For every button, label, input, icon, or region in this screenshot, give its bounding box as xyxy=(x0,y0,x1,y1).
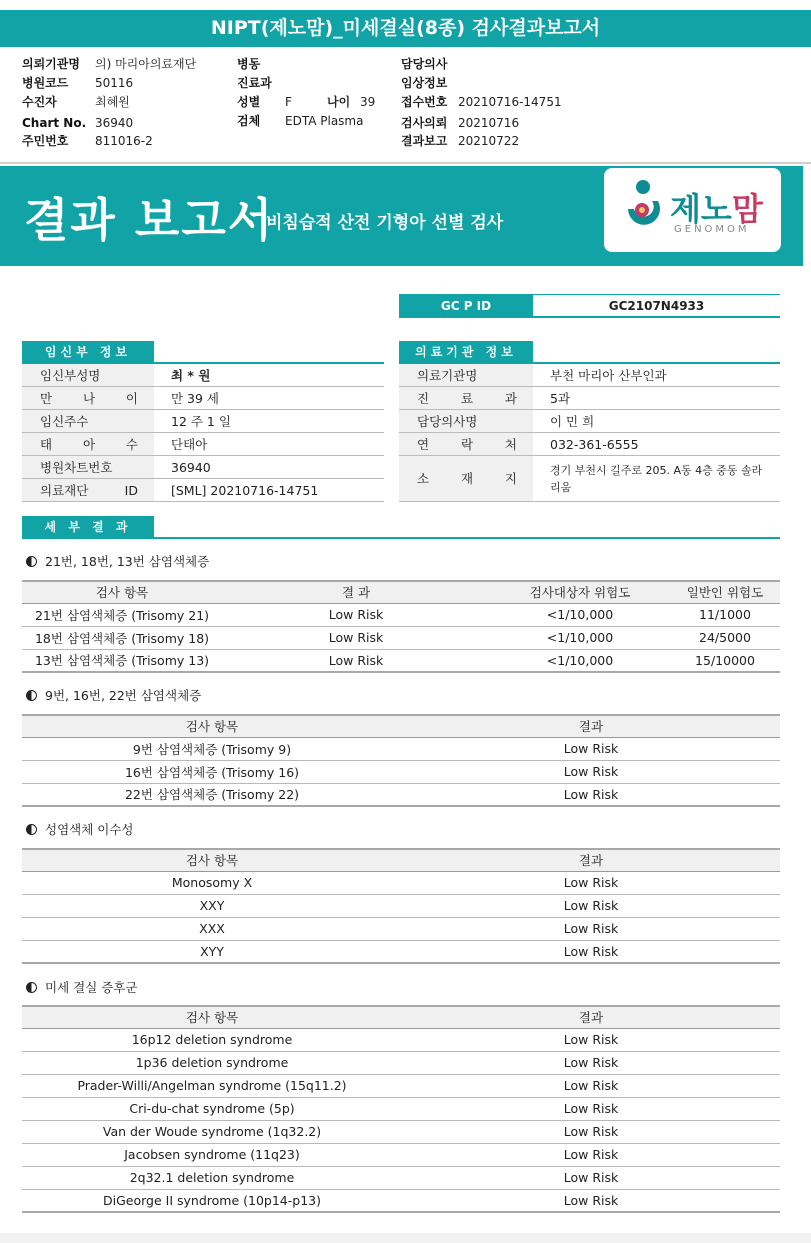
ward-row xyxy=(237,55,260,74)
org-label: 의뢰기관명 xyxy=(22,57,80,71)
clinical-label: 임상정보 xyxy=(401,76,448,90)
pregnant-row-label: 병원차트번호 xyxy=(22,456,154,478)
test-item: 9번 삼염색체증 (Trisomy 9) xyxy=(22,737,402,760)
test-item: 22번 삼염색체증 (Trisomy 22) xyxy=(22,783,402,806)
pregnant-row-value: 만 39 세 xyxy=(171,391,220,406)
result: Low Risk xyxy=(222,626,490,649)
half-circle-icon xyxy=(26,982,37,993)
mother-baby-icon xyxy=(622,179,664,231)
chart-value: 36940 xyxy=(95,116,134,130)
pregnant-row-value: 단태아 xyxy=(171,437,208,452)
logo-text-part2: 맘 xyxy=(731,190,763,228)
result: Low Risk xyxy=(402,737,780,760)
institution-row xyxy=(399,410,780,433)
section3-title-text: 성염색체 이수성 xyxy=(45,822,134,837)
age-value: 39 xyxy=(360,95,376,109)
institution-row xyxy=(399,456,780,502)
column-header: 검사 항목 xyxy=(22,1006,402,1028)
column-header: 검사대상자 위험도 xyxy=(490,581,670,603)
institution-row-value: 부천 마리아 산부인과 xyxy=(550,368,667,383)
half-circle-icon xyxy=(26,824,37,835)
logo-subtext: GENOMOM xyxy=(674,224,750,235)
id-label: 주민번호 xyxy=(22,134,69,148)
table-row xyxy=(22,894,780,917)
recipient-label: 수진자 xyxy=(22,95,57,109)
banner-subtitle: 비침습적 산전 기형아 선별 검사 xyxy=(266,213,504,233)
footer-strip xyxy=(0,1233,811,1243)
age-label: 나이 xyxy=(327,95,351,109)
table-row xyxy=(22,1028,780,1051)
column-header: 결과 xyxy=(402,849,780,871)
gcp-id-value: GC2107N4933 xyxy=(533,294,780,316)
table-header-row xyxy=(22,1006,780,1028)
table-row xyxy=(22,917,780,940)
table-row xyxy=(22,1143,780,1166)
chart-label: Chart No. xyxy=(22,116,87,130)
institution-row-label: 진 료 과 xyxy=(399,387,533,409)
test-item: 18번 삼염색체증 (Trisomy 18) xyxy=(22,626,222,649)
pregnant-row-value: 최 * 원 xyxy=(171,368,211,383)
pregnant-row xyxy=(22,479,384,502)
section4-title-text: 미세 결실 증후군 xyxy=(45,980,138,995)
section1-title xyxy=(26,552,209,570)
pregnant-row xyxy=(22,433,384,456)
institution-row xyxy=(399,433,780,456)
result: Low Risk xyxy=(222,603,490,626)
dept-label: 진료과 xyxy=(237,76,272,90)
request-row xyxy=(401,114,520,133)
institution-row-label: 의료기관명 xyxy=(399,364,533,386)
table-row xyxy=(22,1051,780,1074)
pregnant-row-label: 만 나 이 xyxy=(22,387,154,409)
institution-row-value: 5과 xyxy=(550,391,571,406)
report-date-row xyxy=(401,132,520,151)
recipient-value: 최혜원 xyxy=(95,95,130,109)
general-risk: 15/10000 xyxy=(670,649,780,672)
specimen-value: EDTA Plasma xyxy=(285,114,364,128)
result: Low Risk xyxy=(222,649,490,672)
genomom-logo xyxy=(604,168,781,252)
report-meta xyxy=(22,55,802,155)
test-item: 21번 삼염색체증 (Trisomy 21) xyxy=(22,603,222,626)
org-value: 의) 마리아의료재단 xyxy=(95,57,197,71)
institution-row-value: 경기 부천시 길주로 205. A동 4층 중동 솔라 리움 xyxy=(550,464,763,494)
pregnant-row-value: 36940 xyxy=(171,460,211,475)
pregnant-info-header: 임신부 정보 xyxy=(22,341,154,363)
column-header: 일반인 위험도 xyxy=(670,581,780,603)
table-row xyxy=(22,1120,780,1143)
org-row xyxy=(22,55,197,74)
section1-title-text: 21번, 18번, 13번 삼염색체증 xyxy=(45,554,210,569)
section3-title xyxy=(26,820,134,838)
dept-row xyxy=(237,74,272,93)
result: Low Risk xyxy=(402,917,780,940)
receipt-row xyxy=(401,93,562,112)
result: Low Risk xyxy=(402,940,780,963)
test-item: 1p36 deletion syndrome xyxy=(22,1051,402,1074)
result: Low Risk xyxy=(402,1074,780,1097)
pregnant-row xyxy=(22,364,384,387)
table-row xyxy=(22,783,780,806)
table-row xyxy=(22,871,780,894)
report-label: 결과보고 xyxy=(401,134,448,148)
result: Low Risk xyxy=(402,1097,780,1120)
test-item: 16번 삼염색체증 (Trisomy 16) xyxy=(22,760,402,783)
pregnant-row xyxy=(22,456,384,479)
result: Low Risk xyxy=(402,1143,780,1166)
pregnant-row-label: 임신주수 xyxy=(22,410,154,432)
doctor-label: 담당의사 xyxy=(401,57,448,71)
table-row xyxy=(22,1189,780,1212)
subject-risk: <1/10,000 xyxy=(490,649,670,672)
institution-row-label: 연 락 처 xyxy=(399,433,533,455)
pregnant-row-label: 임신부성명 xyxy=(22,364,154,386)
test-item: DiGeorge II syndrome (10p14-p13) xyxy=(22,1189,402,1212)
details-header-line xyxy=(22,537,780,539)
test-item: 16p12 deletion syndrome xyxy=(22,1028,402,1051)
pregnant-row-label: 태 아 수 xyxy=(22,433,154,455)
section3-table xyxy=(22,848,780,964)
table-row xyxy=(22,940,780,963)
section4-table xyxy=(22,1005,780,1213)
logo-text-part1: 제노 xyxy=(670,190,732,228)
result: Low Risk xyxy=(402,894,780,917)
column-header: 결과 xyxy=(402,1006,780,1028)
test-item: XXY xyxy=(22,894,402,917)
test-item: Jacobsen syndrome (11q23) xyxy=(22,1143,402,1166)
subject-risk: <1/10,000 xyxy=(490,626,670,649)
receipt-value: 20210716-14751 xyxy=(458,95,562,109)
hosp-code-row xyxy=(22,74,134,93)
result: Low Risk xyxy=(402,783,780,806)
id-row xyxy=(22,132,153,151)
report-value: 20210722 xyxy=(458,134,520,148)
pregnant-row-value: [SML] 20210716-14751 xyxy=(171,483,319,498)
result: Low Risk xyxy=(402,1028,780,1051)
table-row xyxy=(22,737,780,760)
pregnant-info-table xyxy=(22,364,384,502)
table-row xyxy=(22,1166,780,1189)
result: Low Risk xyxy=(402,1189,780,1212)
section2-title-text: 9번, 16번, 22번 삼염색체증 xyxy=(45,688,202,703)
pregnant-row-value: 12 주 1 일 xyxy=(171,414,231,429)
sex-age-row xyxy=(237,93,387,112)
half-circle-icon xyxy=(26,690,37,701)
institution-row xyxy=(399,387,780,410)
table-header-row xyxy=(22,849,780,871)
test-item: Monosomy X xyxy=(22,871,402,894)
test-item: 2q32.1 deletion syndrome xyxy=(22,1166,402,1189)
test-item: XYY xyxy=(22,940,402,963)
banner-title: 결과 보고서 xyxy=(24,193,275,247)
column-header: 검사 항목 xyxy=(22,581,222,603)
result: Low Risk xyxy=(402,1051,780,1074)
table-row xyxy=(22,649,780,672)
general-risk: 24/5000 xyxy=(670,626,780,649)
sex-value: F xyxy=(285,95,292,109)
gcp-id-label: GC P ID xyxy=(399,294,533,318)
pregnant-row xyxy=(22,387,384,410)
column-header: 검사 항목 xyxy=(22,715,402,737)
result: Low Risk xyxy=(402,760,780,783)
table-header-row xyxy=(22,581,780,603)
half-circle-icon xyxy=(26,556,37,567)
request-value: 20210716 xyxy=(458,116,520,130)
id-value: 811016-2 xyxy=(95,134,153,148)
chart-row xyxy=(22,114,134,133)
column-header: 결 과 xyxy=(222,581,490,603)
specimen-row xyxy=(237,112,364,131)
table-row xyxy=(22,626,780,649)
subject-risk: <1/10,000 xyxy=(490,603,670,626)
section4-title xyxy=(26,978,137,996)
test-item: 13번 삼염색체증 (Trisomy 13) xyxy=(22,649,222,672)
institution-info-header: 의료기관 정보 xyxy=(399,341,533,363)
result: Low Risk xyxy=(402,1120,780,1143)
institution-row xyxy=(399,364,780,387)
hosp-code-value: 50116 xyxy=(95,76,134,90)
institution-row-label: 담당의사명 xyxy=(399,410,533,432)
doctor-row xyxy=(401,55,447,74)
specimen-label: 검체 xyxy=(237,114,261,128)
recipient-row xyxy=(22,93,130,112)
table-row xyxy=(22,1097,780,1120)
table-row xyxy=(22,1074,780,1097)
gcp-id-box xyxy=(399,294,780,318)
details-header: 세 부 결 과 xyxy=(22,516,154,538)
table-header-row xyxy=(22,715,780,737)
sex-label: 성별 xyxy=(237,95,261,109)
section2-table xyxy=(22,714,780,807)
table-row xyxy=(22,760,780,783)
ward-label: 병동 xyxy=(237,57,261,71)
request-label: 검사의뢰 xyxy=(401,116,448,130)
test-item: Van der Woude syndrome (1q32.2) xyxy=(22,1120,402,1143)
column-header: 검사 항목 xyxy=(22,849,402,871)
institution-row-value: 032-361-6555 xyxy=(550,437,639,452)
section2-title xyxy=(26,686,201,704)
pregnant-row xyxy=(22,410,384,433)
divider xyxy=(0,162,811,164)
column-header: 결과 xyxy=(402,715,780,737)
table-row xyxy=(22,603,780,626)
clinical-row xyxy=(401,74,447,93)
general-risk: 11/1000 xyxy=(670,603,780,626)
section1-table xyxy=(22,580,780,673)
test-item: XXX xyxy=(22,917,402,940)
test-item: Cri-du-chat syndrome (5p) xyxy=(22,1097,402,1120)
report-title: NIPT(제노맘)_미세결실(8종) 검사결과보고서 xyxy=(0,10,811,47)
result: Low Risk xyxy=(402,1166,780,1189)
pregnant-row-label: 의료재단 ID xyxy=(22,479,154,501)
institution-info-table xyxy=(399,364,780,502)
receipt-label: 접수번호 xyxy=(401,95,448,109)
institution-row-label: 소 재 지 xyxy=(399,456,533,501)
test-item: Prader-Willi/Angelman syndrome (15q11.2) xyxy=(22,1074,402,1097)
hosp-code-label: 병원코드 xyxy=(22,76,69,90)
institution-row-value: 이 민 희 xyxy=(550,414,595,429)
result: Low Risk xyxy=(402,871,780,894)
